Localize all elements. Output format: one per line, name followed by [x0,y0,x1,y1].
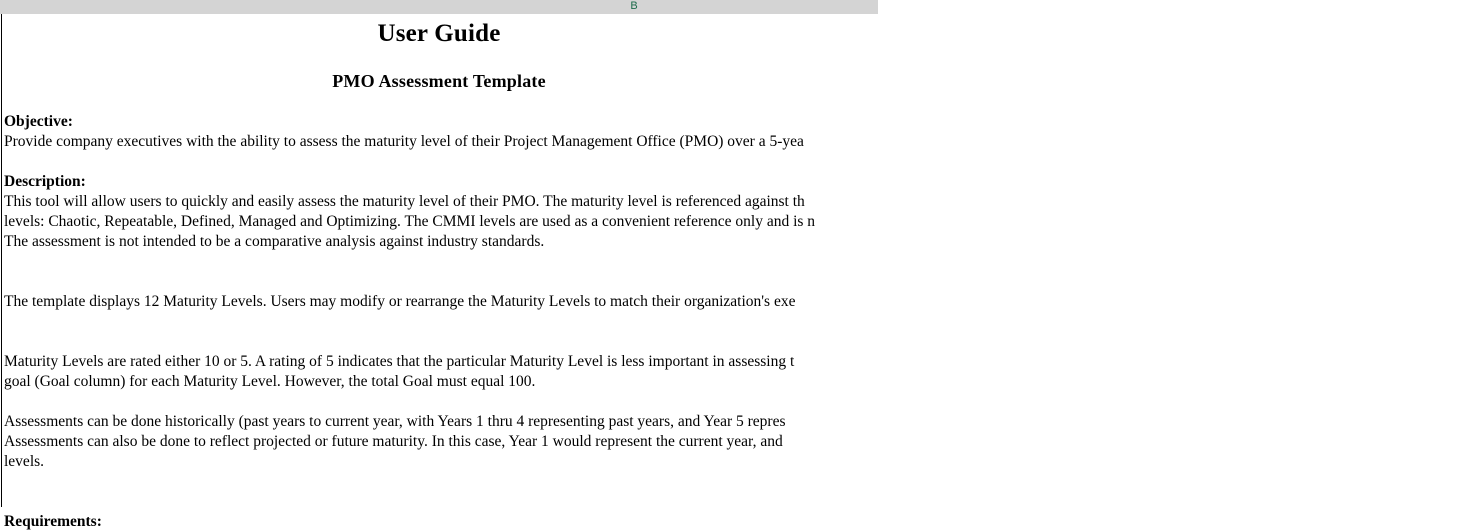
spacer-line [4,152,1464,172]
page-subtitle: PMO Assessment Template [332,71,546,91]
spacer-line [4,272,1464,292]
spacer-line [4,472,1464,492]
page-title: User Guide [377,20,501,47]
assessments-paragraph-line-2: Assessments can also be done to reflect projected or future maturity. In this case, Year 1 would represent the current year, and [4,433,783,450]
sheet-surface[interactable] [0,14,878,530]
description-heading: Description: [4,173,86,190]
requirements-heading: Requirements: [4,513,102,530]
spacer-line [4,332,1464,352]
column-header-b[interactable]: B [630,0,638,12]
sheet-content [0,14,878,530]
spacer-line [4,392,1464,412]
spacer-line [4,252,1464,272]
description-line-1: This tool will allow users to quickly and easily assess the maturity level of their PMO. The maturity level is referenced against th [4,193,805,210]
description-line-2: levels: Chaotic, Repeatable, Defined, Managed and Optimizing. The CMMI levels are used as a convenient reference only and is n [4,213,816,230]
document-body [4,112,1464,532]
assessments-paragraph-line-1: Assessments can be done historically (past years to current year, with Years 1 thru 4 representing past years, and Year 5 repres [4,413,786,430]
objective-line-1: Provide company executives with the ability to assess the maturity level of their Project Management Office (PMO) over a 5-yea [4,133,804,150]
spacer-line [4,492,1464,512]
column-header-bar [0,0,878,14]
ratings-paragraph-line-1: Maturity Levels are rated either 10 or 5. A rating of 5 indicates that the particular Maturity Level is less important in assessing t [4,353,795,370]
description-line-3: The assessment is not intended to be a comparative analysis against industry standards. [4,233,545,250]
objective-heading: Objective: [4,113,73,130]
assessments-paragraph-line-3: levels. [4,453,45,470]
spacer-line [4,312,1464,332]
template-paragraph-line-1: The template displays 12 Maturity Levels. Users may modify or rearrange the Maturity Levels to match their organization's exe [4,293,796,310]
ratings-paragraph-line-2: goal (Goal column) for each Maturity Level. However, the total Goal must equal 100. [4,373,536,390]
